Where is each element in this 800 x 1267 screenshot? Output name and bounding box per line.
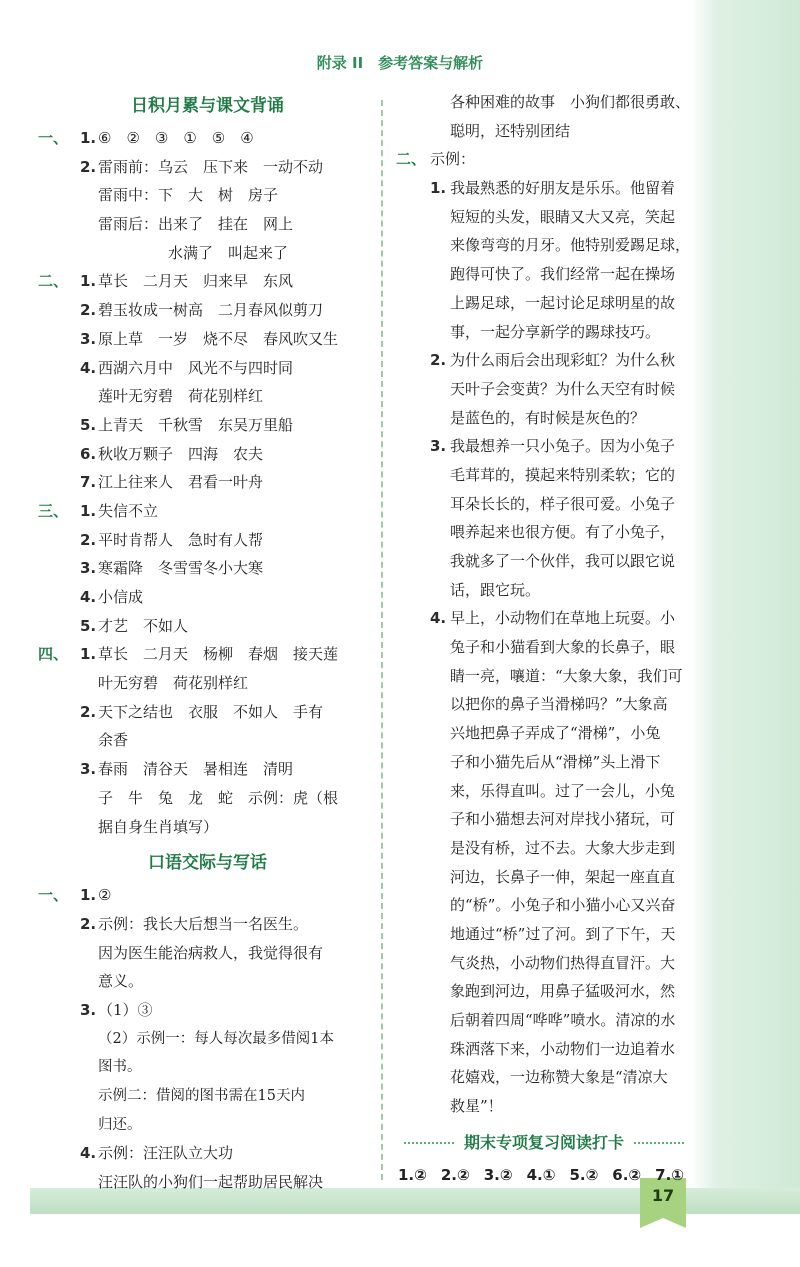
paragraph-line: 气炎热，小动物们热得直冒汗。大 [450,953,676,972]
item-number: 3. [80,559,97,578]
paragraph-line: 上踢足球，一起讨论足球明星的故 [450,293,676,312]
answer-text: 平时肯帮人 急时有人帮 [98,530,264,549]
answer-line [40,583,375,612]
review-answer: 1.② [398,1165,427,1184]
paragraph-line: 我最熟悉的好朋友是乐乐。他留着 [450,179,676,198]
answer-line [40,669,375,698]
answer-text: 雷雨中：下 大 树 房子 [98,186,279,205]
paragraph-line: 事，一起分享新学的踢球技巧。 [450,322,661,341]
item-number: 3. [80,760,97,779]
item-number: 2. [80,914,97,933]
review-answer: 3.② [483,1165,513,1184]
answer-line [40,354,375,383]
review-answer: 4.① [526,1165,556,1184]
answer-text: 示例：我长大后想当一名医生。 [98,914,309,933]
answer-text: 草长 二月天 杨柳 春烟 接天莲 [98,645,339,664]
section-mark: 三、 [38,501,69,520]
paragraph-line: 毛茸茸的，摸起来特别柔软；它的 [450,465,676,484]
paragraph-line: 救星”！ [450,1097,503,1116]
answer-text: 才艺 不如人 [98,616,189,635]
section-mark: 四、 [38,645,69,664]
paragraph-line: 来，乐得直叫。过了一会儿，小兔 [450,781,676,800]
answer-line [40,296,375,325]
answer-line [40,881,375,910]
item-number: 2. [430,351,447,370]
answer-text: 小信成 [98,588,144,606]
answer-line [40,1025,375,1054]
answer-line [40,755,375,784]
item-number: 2. [80,702,97,721]
answer-text: 碧玉妆成一树高 二月春风似剪刀 [98,301,324,320]
answer-line [40,411,375,440]
answer-text: 秋收万颗子 四海 农夫 [98,444,264,463]
item-number: 4. [430,609,447,628]
answer-text: 因为医生能治病救人，我觉得很有 [98,943,324,962]
answer-text: 据自身生肖填写） [98,817,219,836]
paragraph-line: 话，跟它玩。 [450,580,541,599]
paragraph-line: 耳朵长长的，样子很可爱。小兔子 [450,494,676,513]
review-answers-row [398,1161,690,1189]
answer-line [40,267,375,296]
paragraph-line: 是没有桥，过不去。大象大步走到 [450,838,676,857]
paragraph-line: 珠洒落下来，小动物们一边追着水 [450,1039,676,1058]
answer-line [40,497,375,526]
answer-text: 归还。 [98,1116,142,1133]
right-column [398,88,690,1189]
item-number: 1. [80,886,97,905]
left-column [40,88,375,1197]
answer-line [40,784,375,813]
answer-text: 江上往来人 君看一叶舟 [98,473,264,492]
answer-line [40,612,375,641]
answer-text: 失信不立 [98,501,159,520]
answer-line [40,181,375,210]
answer-line [40,910,375,939]
continued-text [398,88,690,145]
answer-text: 上青天 千秋雪 东吴万里船 [98,415,294,434]
item-number: 4. [80,358,97,377]
answer-text: 西湖六月中 风光不与四时同 [98,358,294,377]
answer-line [40,1168,375,1197]
answer-line [40,1053,375,1082]
item-number: 2. [80,301,97,320]
answer-line [40,939,375,968]
item-number: 1. [430,179,447,198]
wave-decoration-right [634,1142,684,1148]
item-number: 1. [80,272,97,291]
review-card-title [398,1125,690,1161]
answer-line [40,554,375,583]
paragraph-line: 的“桥”。小兔子和小猫小心又兴奋 [450,896,676,915]
answer-text: 示例二：借阅的图书需在15天内 [98,1088,305,1104]
paragraph-line: 子和小猫先后从“滑梯”头上滑下 [450,752,661,771]
item-number: 1. [80,645,97,664]
item-number: 4. [80,1144,97,1163]
review-answer: 2.② [440,1165,470,1184]
answer-text: 水满了 叫起来了 [168,243,289,262]
item-number: 2. [80,530,97,549]
answer-text: 天下之结也 衣服 不如人 手有 [98,702,324,721]
wave-decoration-left [404,1142,454,1148]
paragraph-line: 来像弯弯的月牙。他特别爱踢足球， [450,236,691,255]
section-label: 示例： [430,150,476,169]
answer-line [40,124,375,153]
answer-line [40,440,375,469]
paragraph-line: 早上，小动物们在草地上玩耍。小 [450,609,676,628]
paragraph-line: 以把你的鼻子当滑梯吗？”大象高 [450,695,668,714]
page-header: 附录 II 参考答案与解析 [316,54,484,72]
section-heading-examples [398,145,690,174]
section-mark: 一、 [38,886,69,905]
answer-text: 雷雨后：出来了 挂在 网上 [98,215,294,234]
answer-text: 子 牛 兔 龙 蛇 示例：虎（根 [98,788,339,807]
paragraph-line: 我最想养一只小兔子。因为小兔子 [450,437,676,456]
page-number: 17 [651,1186,675,1205]
column-divider [381,100,383,1180]
answer-text: 图书。 [98,1059,142,1076]
paragraph-line: 兴地把鼻子弄成了“滑梯”，小兔 [450,724,661,743]
paragraph-line: 为什么雨后会出现彩虹？为什么秋 [450,351,676,370]
answer-line [40,1139,375,1168]
example-paragraph [398,174,690,346]
item-number: 5. [80,415,97,434]
item-number: 4. [80,588,97,606]
answer-line [40,698,375,727]
paragraph-line: 是蓝色的，有时候是灰色的？ [450,408,646,427]
paragraph-line: 河边，长鼻子一伸，架起一座直直 [450,867,676,886]
continued-line: 各种困难的故事 小狗们都很勇敢、 [450,93,691,111]
review-answer: 6.② [612,1165,642,1184]
answer-text: 原上草 一岁 烧不尽 春风吹又生 [98,329,339,348]
answer-text: ② [98,886,112,905]
answer-line [40,726,375,755]
answer-text: 汪汪队的小狗们一起帮助居民解决 [98,1173,324,1192]
accumulation-answers [40,124,375,841]
answer-line [40,239,375,268]
oral-answers [40,881,375,1197]
example-paragraphs [398,174,690,1121]
paragraph-line: 地通过“桥”过了河。到了下午，天 [450,924,676,943]
review-answer: 5.② [569,1165,599,1184]
review-answer: 7.① [655,1165,684,1184]
section-mark: 二、 [38,272,69,291]
answer-text: （2）示例一：每人每次最多借阅1本 [98,1030,334,1047]
answer-text: 草长 二月天 归来早 东风 [98,272,294,291]
answer-text: 余香 [98,731,129,750]
answer-line [40,325,375,354]
answer-text: 意义。 [98,972,144,991]
item-number: 5. [80,616,97,635]
answer-line [40,967,375,996]
section-mark: 一、 [38,129,69,147]
answer-line [40,1082,375,1111]
right-decorative-band [690,0,800,1210]
answer-text: 春雨 清谷天 暑相连 清明 [98,760,294,779]
item-number: 6. [80,444,97,463]
answer-line [40,996,375,1025]
item-number: 3. [430,437,447,456]
answer-text: ⑥ ② ③ ① ⑤ ④ [98,129,254,147]
answer-text: 莲叶无穷碧 荷花别样红 [98,387,264,406]
item-number: 7. [80,473,97,492]
answer-line [40,468,375,497]
answer-line [40,813,375,842]
item-number: 1. [80,501,97,520]
example-paragraph [398,604,690,1120]
example-paragraph [398,432,690,604]
continued-line: 聪明，还特别团结 [450,121,571,140]
paragraph-line: 花嬉戏，一边称赞大象是“清凉大 [450,1068,668,1087]
paragraph-line: 后朝着四周“哗哗”喷水。清凉的水 [450,1011,676,1029]
item-number: 3. [80,329,97,348]
answer-line [40,526,375,555]
answer-text: 雷雨前：乌云 压下来 一动不动 [98,157,324,176]
answer-text: 寒霜降 冬雪雪冬小大寒 [98,559,264,578]
answer-line [40,1111,375,1140]
paragraph-line: 子和小猫想去河对岸找小猪玩，可 [450,810,676,829]
paragraph-line: 跑得可快了。我们经常一起在操场 [450,265,676,284]
answer-line [40,153,375,182]
paragraph-line: 短短的头发，眼睛又大又亮，笑起 [450,207,676,226]
paragraph-line: 喂养起来也很方便。有了小兔子， [450,523,676,542]
section-title-oral: 口语交际与写话 [148,853,267,874]
paragraph-line: 睛一亮，嚷道：“大象大象，我们可 [450,666,683,685]
paragraph-line: 我就多了一个伙伴，我可以跟它说 [450,552,676,570]
paragraph-line: 兔子和小猫看到大象的长鼻子，眼 [450,638,676,657]
answer-text: 叶无穷碧 荷花别样红 [98,674,249,693]
section-title-accumulation: 日积月累与课文背诵 [131,96,284,116]
item-number: 3. [80,1000,97,1019]
item-number: 1. [80,129,97,147]
example-paragraph [398,346,690,432]
section-mark: 二、 [396,150,427,169]
paragraph-line: 天叶子会变黄？为什么天空有时候 [450,379,676,398]
answer-line [40,210,375,239]
answer-text: 示例：汪汪队立大功 [98,1144,234,1163]
answer-text: （1）③ [98,1000,153,1019]
paragraph-line: 象跑到河边，用鼻子猛吸河水，然 [450,982,676,1001]
review-card-title-text: 期末专项复习阅读打卡 [463,1132,624,1152]
answer-line [40,382,375,411]
item-number: 2. [80,157,97,176]
answer-line [40,640,375,669]
